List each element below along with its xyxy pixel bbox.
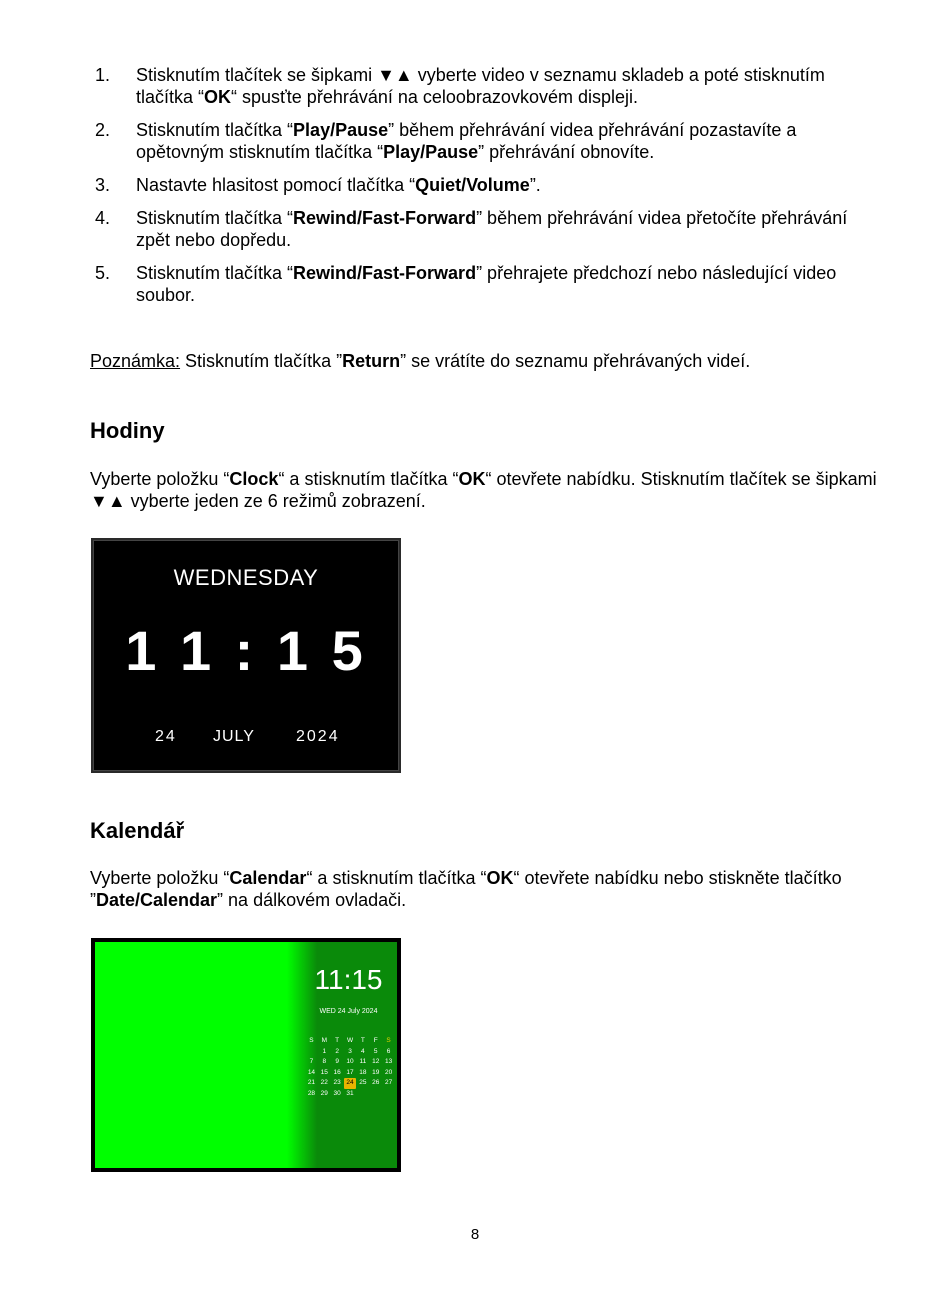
calendar-display-image [91, 938, 401, 1172]
calendar-week-row [305, 1068, 395, 1079]
calendar-time: 11:15 [314, 964, 383, 995]
calendar-day: 21 [307, 1079, 316, 1086]
calendar-week-row [305, 1057, 395, 1068]
list-item: 3. Nastavte hlasitost pomocí tlačítka “Quiet/Volume”. [95, 175, 541, 195]
instruction-list [90, 64, 880, 317]
weekday-label: T [335, 1037, 340, 1044]
calendar-day [382, 1089, 395, 1100]
clock-heading: Hodiny [90, 418, 165, 443]
calendar-day: 13 [384, 1058, 393, 1065]
calendar-heading: Kalendář [90, 818, 185, 843]
clock-display-image [91, 538, 401, 773]
calendar-day: 26 [372, 1079, 380, 1086]
calendar-day: 4 [361, 1047, 365, 1055]
clock-paragraph: Vyberte položku “Clock“ a stisknutím tlačítka “OK“ otevřete nabídku. Stisknutím tlačítek se šipkami ▼▲ vyberte jeden ze 6 režimů zobrazení. [90, 469, 877, 511]
calendar-day: 30 [333, 1089, 341, 1097]
calendar-day: 19 [372, 1068, 380, 1076]
calendar-day: 3 [348, 1047, 352, 1055]
note-paragraph: Poznámka: Stisknutím tlačítka ”Return” se vrátíte do seznamu přehrávaných videí. [90, 351, 751, 371]
calendar-paragraph: Vyberte položku “Calendar“ a stisknutím tlačítka “OK“ otevřete nabídku nebo stiskněte tlačítko ”Date/Calendar” na dálkovém ovladači. [90, 868, 842, 910]
calendar-week-row [305, 1089, 395, 1100]
calendar-day: 31 [346, 1089, 354, 1097]
calendar-week-row [305, 1047, 395, 1058]
clock-date-day: 24 [155, 728, 177, 745]
calendar-day: 14 [307, 1068, 316, 1076]
calendar-day: 1 [322, 1047, 327, 1055]
calendar-day: 10 [346, 1058, 354, 1065]
calendar-grid [305, 1036, 395, 1099]
calendar-screen [95, 942, 397, 1168]
calendar-week-row [305, 1078, 395, 1089]
clock-weekday: WEDNESDAY [173, 565, 319, 590]
list-item: 1. Stisknutím tlačítek se šipkami ▼▲ vyberte video v seznamu skladeb a poté stisknutím tlačítka “OK“ spusťte přehrávání na celoobrazovkovém displeji. [95, 65, 825, 107]
calendar-day: 2 [335, 1047, 339, 1055]
weekday-label: S [309, 1037, 314, 1044]
calendar-day: 25 [359, 1079, 367, 1086]
calendar-day: 23 [333, 1079, 341, 1086]
calendar-day: 20 [384, 1068, 393, 1076]
calendar-day [356, 1089, 369, 1100]
calendar-day: 15 [320, 1068, 328, 1076]
calendar-day [305, 1047, 318, 1058]
calendar-day: 12 [372, 1058, 380, 1065]
weekday-label: M [321, 1037, 327, 1044]
calendar-day: 7 [309, 1058, 314, 1065]
clock-date-month: JULY [213, 728, 255, 745]
calendar-day: 11 [359, 1058, 367, 1065]
calendar-day: 24 [344, 1078, 357, 1089]
calendar-weekday-row [305, 1036, 395, 1047]
calendar-date: WED 24 July 2024 [319, 1008, 378, 1015]
calendar-day: 27 [384, 1079, 393, 1086]
list-item: 5. Stisknutím tlačítka “Rewind/Fast-Forward” přehrajete předchozí nebo následující video soubor. [95, 263, 837, 305]
clock-time: 1 1 : 1 5 [125, 619, 367, 682]
weekday-label: T [360, 1037, 365, 1044]
page-number: 8 [470, 1226, 480, 1243]
photo-area [95, 942, 293, 1168]
calendar-day: 16 [333, 1068, 341, 1076]
weekday-label: F [373, 1037, 378, 1044]
calendar-day: 9 [335, 1058, 339, 1065]
calendar-day: 5 [373, 1047, 378, 1055]
weekday-label: W [346, 1037, 354, 1044]
calendar-day: 28 [307, 1089, 316, 1097]
calendar-day: 8 [322, 1058, 327, 1065]
calendar-day [369, 1089, 382, 1100]
calendar-day: 6 [386, 1047, 391, 1055]
list-item: 4. Stisknutím tlačítka “Rewind/Fast-Forward” během přehrávání videa přetočíte přehrávání zpět nebo dopředu. [95, 208, 848, 250]
clock-date-year: 2024 [296, 728, 340, 745]
calendar-day: 22 [320, 1079, 328, 1086]
weekday-label: S [386, 1037, 391, 1044]
calendar-day: 18 [359, 1068, 367, 1076]
calendar-day: 29 [320, 1089, 328, 1097]
calendar-day: 17 [346, 1068, 354, 1076]
list-item: 2. Stisknutím tlačítka “Play/Pause” během přehrávání videa přehrávání pozastavíte a opětovným stisknutím tlačítka “Play/Pause” přehrávání obnovíte. [95, 120, 797, 162]
